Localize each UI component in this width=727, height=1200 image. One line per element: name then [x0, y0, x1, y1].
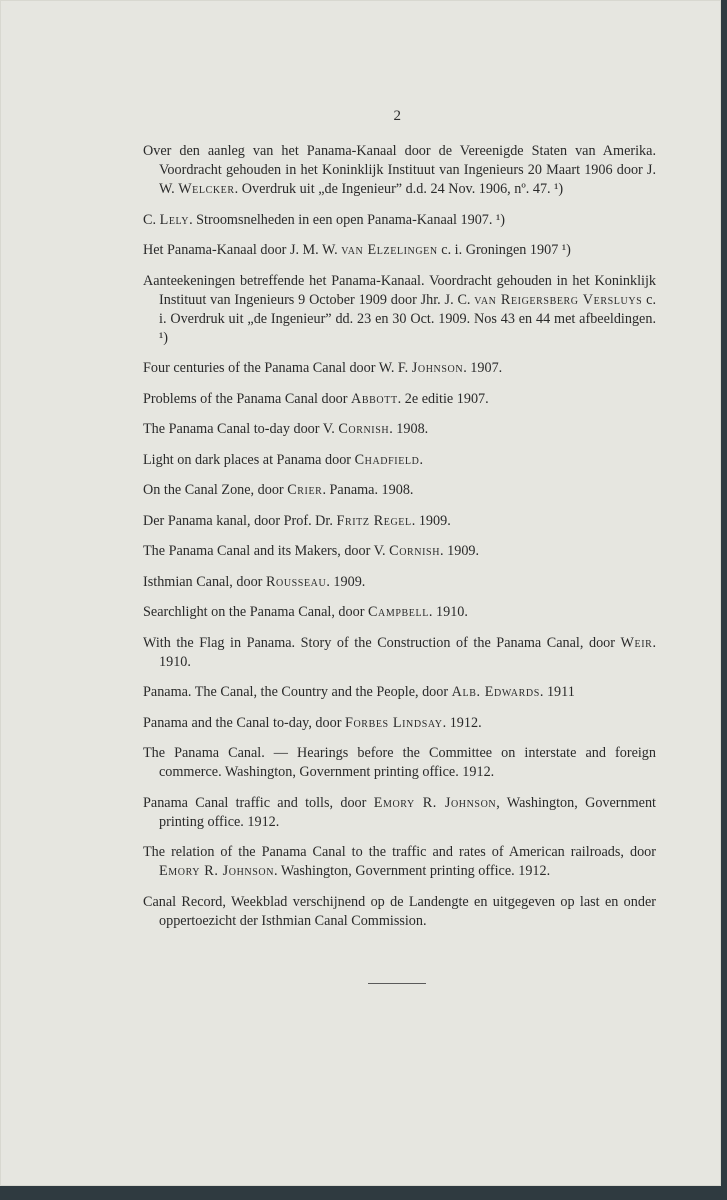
- entry-text: , Washington, Government printing office. 1912.: [159, 794, 656, 830]
- author-name: Chadfield: [354, 451, 420, 468]
- entry-text: The Panama Canal. — Hearings before the Committee on interstate and foreign commerce. Washington, Government printing office. 1912.: [143, 745, 656, 780]
- entry-text: Panama. The Canal, the Country and the People, door: [143, 684, 452, 700]
- author-name: Alb. Edwards: [451, 684, 540, 700]
- bibliography-entry: [143, 512, 656, 531]
- entry-text: Panama and the Canal to-day, door: [143, 714, 345, 731]
- entry-text: . 1909.: [440, 543, 480, 559]
- author-name: Welcker: [178, 181, 235, 197]
- bibliography-entry: [143, 683, 656, 702]
- author-name: Emory R. Johnson: [159, 863, 275, 879]
- author-name: Johnson: [411, 360, 464, 376]
- entry-text: c. i. Overdruk uit „de Ingenieur” dd. 23 en 30 Oct. 1909. Nos 43 en 44 met afbeeldingen. ¹): [159, 291, 656, 346]
- entry-text: . 1912.: [442, 714, 482, 731]
- entry-text: Der Panama kanal, door Prof. Dr.: [143, 512, 337, 529]
- entry-text: . 1910.: [159, 634, 656, 670]
- entry-text: Canal Record, Weekblad verschijnend op de Landengte en uitgegeven op last en onder oppertoezicht der Isthmian Canal Commission.: [143, 893, 656, 929]
- entry-text: . 2e editie 1907.: [397, 390, 489, 407]
- entry-text: . 1907.: [463, 360, 503, 376]
- entry-text: . 1911: [539, 684, 575, 700]
- author-name: Crier: [287, 482, 323, 498]
- bibliography-list: [143, 142, 656, 942]
- bibliography-entry: [143, 634, 656, 672]
- author-name: Cornish: [389, 543, 441, 559]
- bibliography-entry: [143, 843, 656, 881]
- author-name: Fritz Regel: [336, 512, 412, 529]
- entry-text: . Panama. 1908.: [322, 482, 414, 498]
- bibliography-entry: [143, 142, 656, 199]
- bibliography-entry: [143, 603, 656, 622]
- author-name: Emory R. Johnson: [373, 794, 497, 811]
- entry-text: . 1910.: [428, 604, 468, 620]
- entry-text: The Panama Canal and its Makers, door V.: [143, 543, 390, 559]
- bibliography-entry: [143, 359, 656, 378]
- bibliography-entry: [143, 390, 656, 409]
- entry-text: . Overdruk uit „de Ingenieur” d.d. 24 Nov. 1906, nº. 47. ¹): [234, 181, 564, 197]
- entry-text: . 1908.: [389, 421, 429, 437]
- entry-text: Het Panama-Kanaal door J. M. W.: [143, 242, 342, 258]
- author-name: van Elzelingen: [341, 242, 438, 258]
- entry-text: . Washington, Government printing office. 1912.: [274, 863, 551, 879]
- entry-text: c. i. Groningen 1907 ¹): [437, 242, 571, 258]
- author-name: Weir: [620, 634, 653, 651]
- author-name: Lely: [159, 211, 190, 228]
- bibliography-entry: [143, 481, 656, 500]
- bibliography-entry: [143, 211, 656, 230]
- entry-text: The Panama Canal to-day door V.: [143, 421, 339, 437]
- author-name: Forbes Lindsay: [344, 714, 443, 731]
- entry-text: On the Canal Zone, door: [143, 482, 288, 498]
- entry-text: .: [419, 451, 423, 468]
- page-number: 2: [393, 108, 402, 124]
- bibliography-entry: [143, 573, 656, 592]
- bibliography-entry: [143, 714, 656, 733]
- bibliography-entry: [143, 451, 656, 470]
- bibliography-entry: [143, 744, 656, 782]
- author-name: Abbott: [351, 390, 398, 407]
- entry-text: Problems of the Panama Canal door: [143, 390, 352, 407]
- entry-text: . Stroomsnelheden in een open Panama-Kanaal 1907. ¹): [189, 211, 505, 228]
- entry-text: Four centuries of the Panama Canal door W. F.: [143, 360, 412, 376]
- entry-text: Isthmian Canal, door: [143, 573, 266, 590]
- entry-text: With the Flag in Panama. Story of the Construction of the Panama Canal, door: [143, 634, 621, 651]
- bibliography-entry: [143, 542, 656, 561]
- bibliography-entry: [143, 241, 656, 260]
- entry-text: The relation of the Panama Canal to the traffic and rates of American railroads, door: [143, 844, 656, 860]
- entry-text: Over den aanleg van het Panama-Kanaal door de Vereenigde Staten van Amerika. Voordracht gehouden in het Koninklijk Instituut van Ingenieurs 20 Maart 1906 door J. W.: [143, 143, 656, 197]
- entry-text: Searchlight on the Panama Canal, door: [143, 604, 368, 620]
- closing-rule: [368, 983, 426, 984]
- entry-text: . 1909.: [326, 573, 366, 590]
- bibliography-entry: [143, 272, 656, 348]
- author-name: Rousseau: [265, 573, 327, 590]
- bibliography-entry: [143, 794, 656, 832]
- entry-text: . 1909.: [411, 512, 451, 529]
- bibliography-entry: [143, 893, 656, 931]
- entry-text: Light on dark places at Panama door: [143, 451, 355, 468]
- entry-text: Panama Canal traffic and tolls, door: [143, 794, 374, 811]
- author-name: van Reigersberg Versluys: [474, 291, 643, 308]
- author-name: Cornish: [338, 421, 390, 437]
- bibliography-entry: [143, 420, 656, 439]
- author-name: Campbell: [367, 604, 429, 620]
- entry-text: Aanteekeningen betreffende het Panama-Kanaal. Voordracht gehouden in het Koninklijk Instituut van Ingenieurs 9 October 1909 door Jhr. J. C.: [143, 272, 656, 308]
- entry-text: C.: [143, 211, 160, 228]
